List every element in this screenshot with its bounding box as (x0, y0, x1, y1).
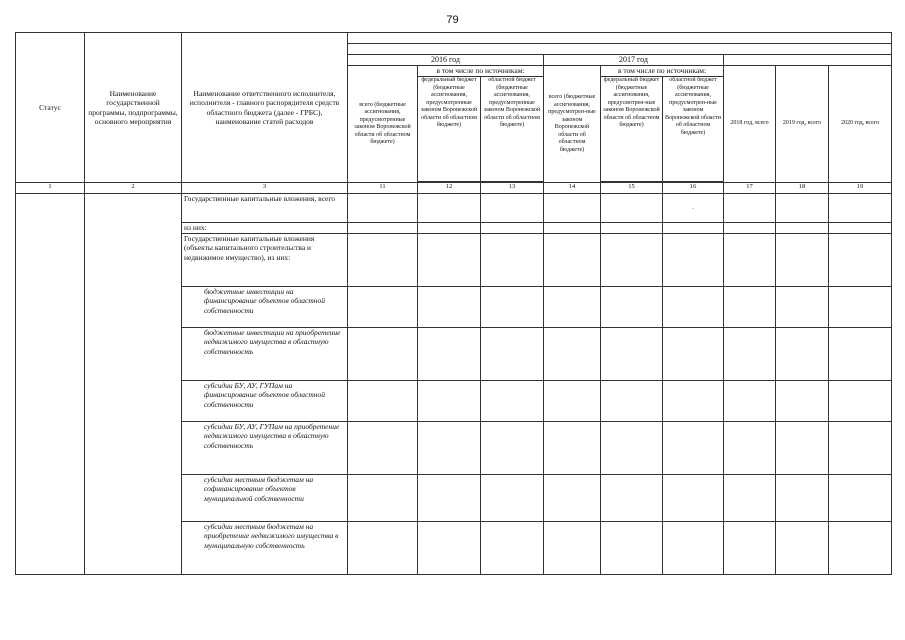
column-number: 17 (724, 183, 776, 194)
header-program-name: Наименование государственной программы, подпрограммы, основного мероприятия (85, 33, 182, 183)
header-blank-cell (724, 55, 892, 66)
column-number: 14 (544, 183, 601, 194)
row-label: Государственные капитальные вложения, всего (182, 194, 348, 223)
column-number: 13 (481, 183, 544, 194)
column-number-row (16, 183, 892, 194)
row-label: субсидии местным бюджетам на софинансирование объектов муниципальной собственности (182, 475, 348, 522)
header-year-2016: 2016 год (348, 55, 544, 66)
header-by-sources-2016: в том числе по источникам: (418, 66, 544, 77)
column-number: 11 (348, 183, 418, 194)
row-label: субсидии местным бюджетам на приобретение недвижимого имущества в муниципальную собственность (182, 522, 348, 575)
column-number: 19 (829, 183, 892, 194)
column-number: 18 (776, 183, 829, 194)
row-label: Государственные капитальные вложения (объекты капитального строительства и недвижимое имущество), из них: (182, 234, 348, 287)
row-label: бюджетные инвестиции на приобретение недвижимого имущества в областную собственность (182, 328, 348, 381)
page-number: 79 (446, 14, 459, 26)
header-regional-2017: областной бюджет (бюджетные ассигнования, предусмотрен-ные законом Воронежской области об областном бюджете) (663, 77, 724, 182)
column-number: 16 (663, 183, 724, 194)
column-number: 2 (85, 183, 182, 194)
header-year-2017: 2017 год (544, 55, 724, 66)
header-blank-row (348, 44, 892, 55)
budget-table (15, 32, 892, 575)
status-cell (16, 194, 85, 575)
header-federal-2017: федеральный бюджет (бюджетные ассигнования, предусмотрен-ные законом Воронежской области об областном бюджете) (601, 77, 663, 182)
header-2019-total: 2019 год, всего (776, 66, 829, 183)
column-number: 1 (16, 183, 85, 194)
header-regional-2016: областной бюджет (бюджетные ассигнования, предусмотренные законом Воронежской области об областном бюджете) (481, 77, 544, 182)
header-total-2017: всего (бюджетные ассигнования, предусмотрен-ные законом Воронежской области об областном бюджете) (544, 66, 601, 183)
row-label: из них: (182, 223, 348, 234)
row-label: бюджетные инвестиции на финансирование объектов областной собственности (182, 287, 348, 328)
header-2018-total: 2018 год, всего (724, 66, 776, 183)
program-cell (85, 194, 182, 575)
header-federal-2016: федеральный бюджет (бюджетные ассигнования, предусмотренные законом Воронежской области об областном бюджете) (418, 77, 481, 182)
header-status: Статус (16, 33, 85, 183)
header-blank-row (348, 33, 892, 44)
header-total-2016: всего (бюджетные ассигнования, предусмотренные законом Воронежской области об областном бюджете) (348, 66, 418, 183)
table-row (16, 194, 892, 223)
header-2020-total: 2020 год, всего (829, 66, 892, 183)
stray-mark: . (692, 204, 694, 211)
row-label: субсидии БУ, АУ, ГУПам на приобретение недвижимого имущества в областную собственность (182, 422, 348, 475)
column-number: 3 (182, 183, 348, 194)
column-number: 12 (418, 183, 481, 194)
column-number: 15 (601, 183, 663, 194)
row-label: субсидии БУ, АУ, ГУПам на финансирование объектов областной собственности (182, 381, 348, 422)
header-by-sources-2017: в том числе по источникам: (601, 66, 724, 77)
header-responsible: Наименование ответственного исполнителя, исполнителя - главного распорядителя средств областного бюджета (далее - ГРБС), наименование статей расходов (182, 33, 348, 183)
